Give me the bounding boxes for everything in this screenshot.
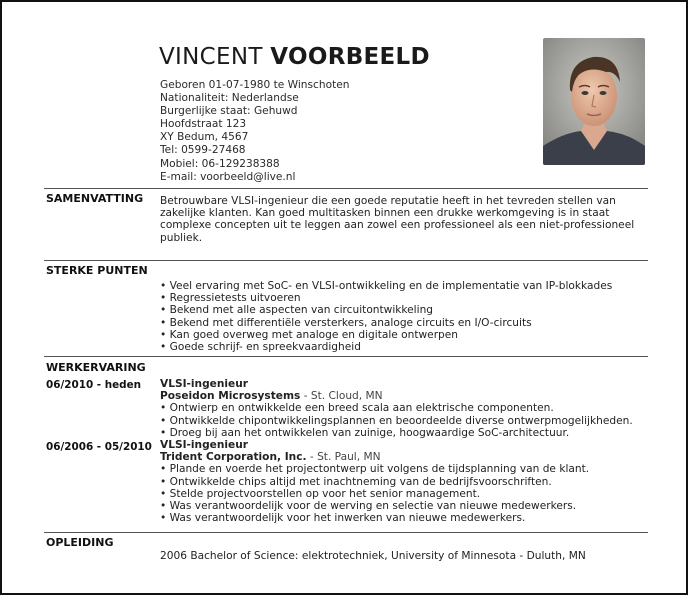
section-divider bbox=[44, 356, 648, 357]
list-item: • Ontwikkelde chips altijd met inachtneming van de bedrijfsvoorschriften. bbox=[160, 476, 589, 488]
list-item: • Was verantwoordelijk voor de werving en selectie van nieuwe medewerkers. bbox=[160, 500, 589, 512]
job-role: VLSI-ingenieur bbox=[160, 378, 248, 390]
last-name: VOORBEELD bbox=[270, 44, 430, 70]
job-dates: 06/2010 - heden bbox=[46, 379, 142, 391]
experience-heading: WERKERVARING bbox=[46, 361, 146, 374]
job-location: - St. Paul, MN bbox=[306, 451, 381, 464]
contact-line: Geboren 01-07-1980 te Winschoten bbox=[160, 79, 350, 91]
job-company-line bbox=[160, 390, 633, 402]
strengths-list bbox=[160, 280, 612, 353]
list-item: • Was verantwoordelijk voor het inwerken van nieuwe medewerkers. bbox=[160, 512, 589, 524]
contact-details bbox=[160, 79, 349, 184]
summary-text: Betrouwbare VLSI-ingenieur die een goede reputatie heeft in het tevreden stellen van zakelijke klanten. Kan goed multitasken binnen een drukke werkomgeving is in staat complexe concepten uit te leggen aan zowel een professioneel als een niet-professioneel publiek. bbox=[160, 195, 635, 244]
job-location: - St. Cloud, MN bbox=[300, 390, 383, 403]
strengths-heading: STERKE PUNTEN bbox=[46, 264, 148, 277]
section-divider bbox=[44, 532, 648, 533]
section-divider bbox=[44, 188, 648, 189]
contact-line: Mobiel: 06-129238388 bbox=[160, 157, 280, 170]
job-company: Trident Corporation, Inc. bbox=[160, 451, 307, 464]
contact-line: Hoofdstraat 123 bbox=[160, 118, 247, 131]
list-item: • Goede schrijf- en spreekvaardigheid bbox=[160, 341, 612, 353]
list-item: • Kan goed overweg met analoge en digitale ontwerpen bbox=[160, 329, 612, 341]
contact-line: E-mail: voorbeeld@live.nl bbox=[160, 170, 296, 183]
section-divider bbox=[44, 260, 648, 261]
contact-line: XY Bedum, 4567 bbox=[160, 131, 249, 144]
job-company: Poseidon Microsystems bbox=[160, 390, 301, 403]
education-heading: OPLEIDING bbox=[46, 536, 114, 549]
list-item: • Bekend met alle aspecten van circuitontwikkeling bbox=[160, 304, 612, 316]
list-item: • Regressietests uitvoeren bbox=[160, 292, 612, 304]
candidate-name bbox=[159, 44, 430, 70]
job-company-line bbox=[160, 451, 589, 463]
contact-line: Nationaliteit: Nederlandse bbox=[160, 92, 299, 105]
first-name: VINCENT bbox=[159, 44, 263, 70]
list-item: • Stelde projectvoorstellen op voor het senior management. bbox=[160, 488, 589, 500]
contact-line: Burgerlijke staat: Gehuwd bbox=[160, 105, 298, 118]
education-text: 2006 Bachelor of Science: elektrotechniek, University of Minnesota - Duluth, MN bbox=[160, 550, 586, 562]
list-item: • Veel ervaring met SoC- en VLSI-ontwikkeling en de implementatie van IP-blokkades bbox=[160, 280, 612, 292]
list-item: • Plande en voerde het projectontwerp uit volgens de tijdsplanning van de klant. bbox=[160, 463, 589, 475]
job-entry bbox=[160, 378, 633, 439]
job-role: VLSI-ingenieur bbox=[160, 439, 248, 451]
job-entry bbox=[160, 439, 589, 524]
contact-line: Tel: 0599-27468 bbox=[160, 144, 246, 157]
list-item: • Droeg bij aan het ontwikkelen van zuinige, hoogwaardige SoC-architectuur. bbox=[160, 427, 633, 439]
list-item: • Ontwierp en ontwikkelde een breed scala aan elektrische componenten. bbox=[160, 402, 633, 414]
list-item: • Ontwikkelde chipontwikkelingsplannen en beoordeelde diverse ontwerpmogelijkheden. bbox=[160, 415, 633, 427]
profile-photo bbox=[543, 38, 645, 165]
list-item: • Bekend met differentiële versterkers, analoge circuits en I/O-circuits bbox=[160, 317, 612, 329]
job-dates: 06/2006 - 05/2010 bbox=[46, 441, 152, 453]
summary-heading: SAMENVATTING bbox=[46, 192, 144, 205]
